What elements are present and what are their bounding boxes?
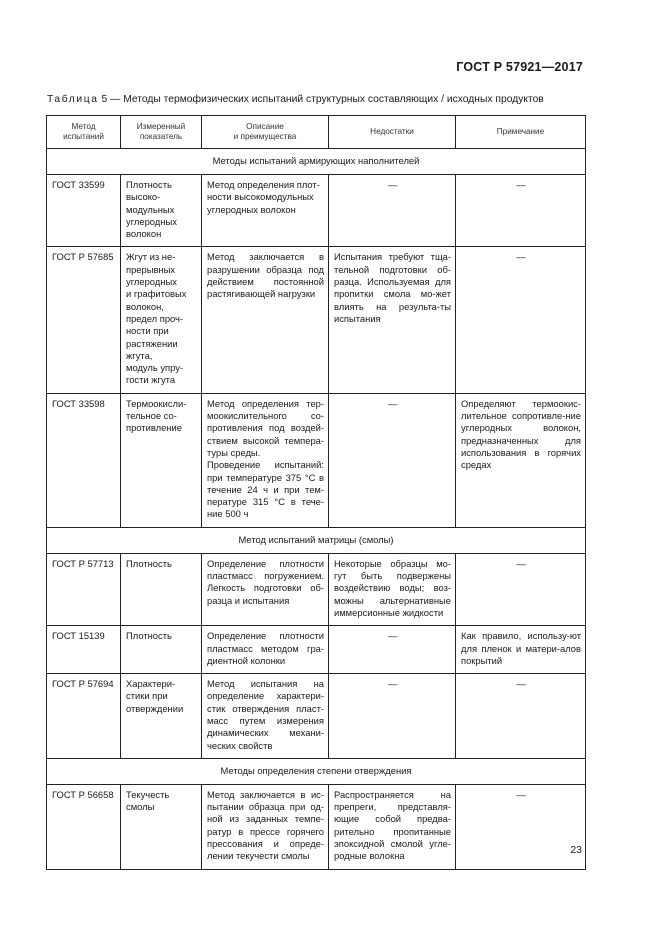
- table-header-row: [47, 116, 586, 149]
- description-cell: Метод испытания на определение характери-стик отверждения пласт-масс путем измерения динамических механи-ческих свойств: [202, 674, 329, 759]
- note-cell: —: [456, 553, 586, 625]
- description-cell: Метод заключается в ис-пытании образца при од-ной из заданных темпе-ратур в прессе горячего прессования и опреде-лении текучести смолы: [202, 784, 329, 869]
- table-row: [47, 784, 586, 869]
- table-row: [47, 626, 586, 674]
- indicator-cell: Жгут из не- прерывных углеродных и графитовых волокон, предел проч- ности при растяжении жгута, модуль упру- гости жгута: [121, 247, 202, 393]
- note-cell: —: [456, 784, 586, 869]
- indicator-cell: Плотность: [121, 553, 202, 625]
- method-cell: ГОСТ Р 56658: [47, 784, 121, 869]
- drawbacks-cell: Распространяется на препреги, представля-ющие собой предва-рительно пропитанные эпоксидной смолой угле-родные волокна: [329, 784, 456, 869]
- methods-table: [46, 115, 586, 870]
- table-caption: [47, 94, 544, 105]
- note-cell: —: [456, 674, 586, 759]
- section-title: Методы испытаний армирующих наполнителей: [47, 149, 586, 175]
- section-title: Методы определения степени отверждения: [47, 758, 586, 784]
- drawbacks-cell: —: [329, 674, 456, 759]
- description-cell: Метод определения тер-моокислительного со-противления под воздей-ствием высокой темпера-туры среды. Проведение испытаний: при температуре 375 °C в течение 24 ч и при тем-пературе 315 °C в тече-ние 500 ч: [202, 393, 329, 527]
- column-header-indicator: Измеренный показатель: [121, 116, 202, 149]
- note-cell: —: [456, 175, 586, 247]
- table-body: [47, 149, 586, 870]
- method-cell: ГОСТ Р 57685: [47, 247, 121, 393]
- method-cell: ГОСТ Р 57694: [47, 674, 121, 759]
- description-cell: Определение плотности пластмасс методом гра-диентной колонки: [202, 626, 329, 674]
- method-cell: ГОСТ 15139: [47, 626, 121, 674]
- method-cell: ГОСТ Р 57713: [47, 553, 121, 625]
- table-row: [47, 247, 586, 393]
- drawbacks-cell: —: [329, 626, 456, 674]
- table-row: [47, 175, 586, 247]
- table-row: [47, 674, 586, 759]
- indicator-cell: Термоокисли- тельное со- противление: [121, 393, 202, 527]
- note-cell: Как правило, использу-ют для пленок и матери-алов покрытий: [456, 626, 586, 674]
- drawbacks-cell: Некоторые образцы мо-гут быть подвержены воздействию воды; воз-можны альтернативные иммерсионные жидкости: [329, 553, 456, 625]
- indicator-cell: Текучесть смолы: [121, 784, 202, 869]
- column-header-note: Примечание: [456, 116, 586, 149]
- indicator-cell: Плотность высоко- модульных углеродных волокон: [121, 175, 202, 247]
- indicator-cell: Плотность: [121, 626, 202, 674]
- drawbacks-cell: —: [329, 175, 456, 247]
- section-header-row: [47, 149, 586, 175]
- caption-label: Таблица: [47, 94, 99, 105]
- description-cell: Метод заключается в разрушении образца под действием постоянной растягивающей нагрузки: [202, 247, 329, 393]
- note-cell: Определяют термоокис-лительное сопротивле-ние углеродных волокон, предназначенных для использования в горячих средах: [456, 393, 586, 527]
- table-row: [47, 553, 586, 625]
- table-row: [47, 393, 586, 527]
- document-code: ГОСТ Р 57921—2017: [456, 60, 583, 74]
- drawbacks-cell: Испытания требуют тща-тельной подготовки об-разца. Используемая для пропитки смола мо-жет влиять на результа-ты испытания: [329, 247, 456, 393]
- note-cell: —: [456, 247, 586, 393]
- method-cell: ГОСТ 33599: [47, 175, 121, 247]
- page-number: 23: [570, 844, 582, 856]
- column-header-description: Описание и преимущества: [202, 116, 329, 149]
- drawbacks-cell: —: [329, 393, 456, 527]
- method-cell: ГОСТ 33598: [47, 393, 121, 527]
- section-header-row: [47, 527, 586, 553]
- description-cell: Метод определения плот- ности высокомодульных углеродных волокон: [202, 175, 329, 247]
- caption-number: 5: [101, 94, 108, 105]
- indicator-cell: Характери- стики при отверждении: [121, 674, 202, 759]
- section-title: Метод испытаний матрицы (смолы): [47, 527, 586, 553]
- caption-text: — Методы термофизических испытаний структурных составляющих / исходных продуктов: [107, 94, 544, 105]
- column-header-method: Метод испытаний: [47, 116, 121, 149]
- column-header-drawbacks: Недостатки: [329, 116, 456, 149]
- section-header-row: [47, 758, 586, 784]
- description-cell: Определение плотности пластмасс погружением. Легкость подготовки об-разца и испытания: [202, 553, 329, 625]
